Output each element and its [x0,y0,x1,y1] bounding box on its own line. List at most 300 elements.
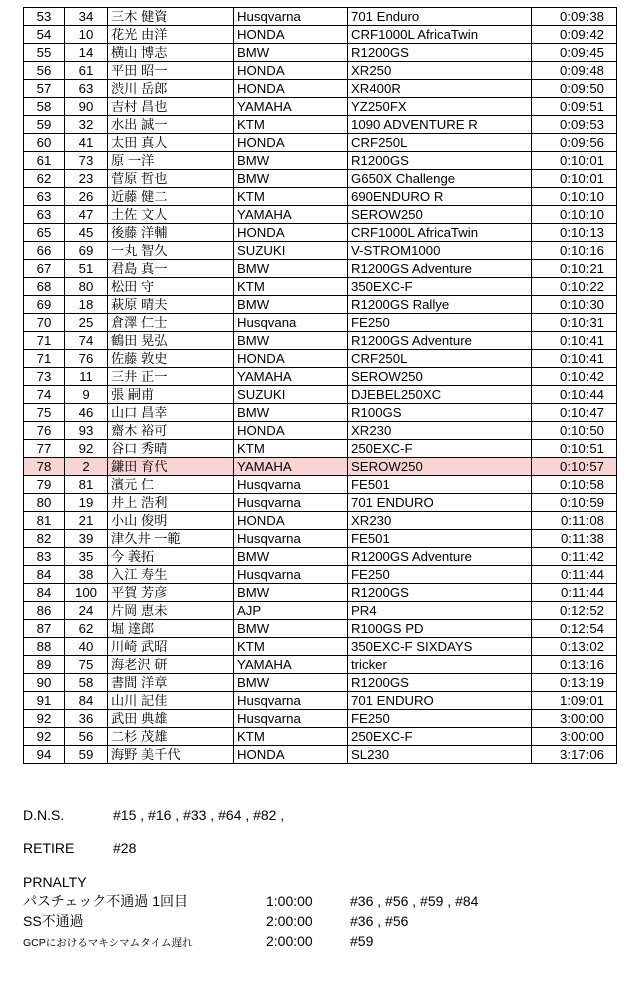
rank-cell: 88 [24,638,65,656]
time-cell: 0:09:48 [532,62,617,80]
rank-cell: 55 [24,44,65,62]
maker-cell: Husqvarna [234,476,348,494]
number-cell: 45 [65,224,108,242]
model-cell: 701 Enduro [348,8,532,26]
table-row [24,692,617,710]
maker-cell: BMW [234,170,348,188]
model-cell: R1200GS Rallye [348,296,532,314]
table-row [24,494,617,512]
rank-cell: 75 [24,404,65,422]
rider-name-cell: 太田 真人 [108,134,234,152]
number-cell: 14 [65,44,108,62]
maker-cell: KTM [234,278,348,296]
time-cell: 0:09:42 [532,26,617,44]
table-row [24,116,617,134]
rank-cell: 84 [24,566,65,584]
maker-cell: YAMAHA [234,368,348,386]
maker-cell: HONDA [234,80,348,98]
time-cell: 0:10:13 [532,224,617,242]
rank-cell: 78 [24,458,65,476]
rider-name-cell: 平田 昭一 [108,62,234,80]
penalty-time: 2:00:00 [266,933,313,949]
time-cell: 0:12:54 [532,620,617,638]
number-cell: 40 [65,638,108,656]
model-cell: FE501 [348,530,532,548]
rank-cell: 53 [24,8,65,26]
number-cell: 92 [65,440,108,458]
number-cell: 62 [65,620,108,638]
rider-name-cell: 入江 寿生 [108,566,234,584]
table-row [24,62,617,80]
maker-cell: YAMAHA [234,206,348,224]
rider-name-cell: 井上 浩利 [108,494,234,512]
penalty-numbers: #59 [350,933,374,949]
table-row [24,98,617,116]
rank-cell: 60 [24,134,65,152]
table-row [24,674,617,692]
table-row [24,656,617,674]
maker-cell: BMW [234,152,348,170]
time-cell: 0:10:22 [532,278,617,296]
table-row [24,602,617,620]
retire-line [23,839,137,857]
model-cell: FE250 [348,314,532,332]
dns-label: D.N.S. [23,807,65,823]
time-cell: 0:09:51 [532,98,617,116]
number-cell: 61 [65,62,108,80]
rank-cell: 63 [24,188,65,206]
table-row [24,620,617,638]
table-row [24,404,617,422]
penalty-row [23,932,616,952]
penalty-row [23,912,616,932]
number-cell: 34 [65,8,108,26]
maker-cell: BMW [234,674,348,692]
model-cell: XR400R [348,80,532,98]
model-cell: 250EXC-F [348,728,532,746]
rank-cell: 83 [24,548,65,566]
time-cell: 0:10:41 [532,332,617,350]
time-cell: 0:10:01 [532,152,617,170]
penalty-time: 2:00:00 [266,913,313,929]
number-cell: 69 [65,242,108,260]
rider-name-cell: 菅原 哲也 [108,170,234,188]
rider-name-cell: 武田 典雄 [108,710,234,728]
rank-cell: 84 [24,584,65,602]
number-cell: 100 [65,584,108,602]
rider-name-cell: 津久井 一範 [108,530,234,548]
maker-cell: BMW [234,260,348,278]
rank-cell: 70 [24,314,65,332]
table-row [24,314,617,332]
model-cell: XR250 [348,62,532,80]
time-cell: 0:12:52 [532,602,617,620]
maker-cell: Husqvarna [234,566,348,584]
rider-name-cell: 鶴田 晃弘 [108,332,234,350]
model-cell: XR230 [348,512,532,530]
model-cell: SEROW250 [348,368,532,386]
rider-name-cell: 山口 昌幸 [108,404,234,422]
table-row [24,638,617,656]
rider-name-cell: 海老沢 研 [108,656,234,674]
penalty-numbers: #36 , #56 , #59 , #84 [350,893,479,909]
time-cell: 0:09:50 [532,80,617,98]
time-cell: 0:10:16 [532,242,617,260]
table-row [24,386,617,404]
time-cell: 0:11:44 [532,566,617,584]
rider-name-cell: 土佐 文人 [108,206,234,224]
model-cell: FE250 [348,710,532,728]
number-cell: 74 [65,332,108,350]
rider-name-cell: 谷口 秀晴 [108,440,234,458]
table-row [24,242,617,260]
number-cell: 35 [65,548,108,566]
rank-cell: 71 [24,332,65,350]
rider-name-cell: 松田 守 [108,278,234,296]
time-cell: 3:00:00 [532,710,617,728]
number-cell: 9 [65,386,108,404]
rider-name-cell: 小山 俊明 [108,512,234,530]
rider-name-cell: 山川 記佳 [108,692,234,710]
rider-name-cell: 片岡 恵未 [108,602,234,620]
time-cell: 0:10:57 [532,458,617,476]
time-cell: 0:10:10 [532,188,617,206]
rank-cell: 65 [24,224,65,242]
model-cell: FE501 [348,476,532,494]
time-cell: 0:10:44 [532,386,617,404]
number-cell: 76 [65,350,108,368]
model-cell: CRF250L [348,350,532,368]
retire-numbers: #28 [113,840,137,856]
number-cell: 23 [65,170,108,188]
rider-name-cell: 堀 達郎 [108,620,234,638]
table-row [24,80,617,98]
rank-cell: 62 [24,170,65,188]
time-cell: 0:10:47 [532,404,617,422]
results-table [23,7,617,764]
model-cell: R100GS PD [348,620,532,638]
number-cell: 84 [65,692,108,710]
model-cell: 1090 ADVENTURE R [348,116,532,134]
rider-name-cell: 鎌田 育代 [108,458,234,476]
rank-cell: 87 [24,620,65,638]
maker-cell: Husqvana [234,314,348,332]
model-cell: FE250 [348,566,532,584]
rider-name-cell: 齋木 裕可 [108,422,234,440]
table-row [24,728,617,746]
model-cell: PR4 [348,602,532,620]
rider-name-cell: 近藤 健二 [108,188,234,206]
maker-cell: KTM [234,728,348,746]
model-cell: R1200GS Adventure [348,260,532,278]
maker-cell: HONDA [234,746,348,764]
penalty-row [23,892,616,912]
maker-cell: Husqvarna [234,8,348,26]
time-cell: 0:09:45 [532,44,617,62]
rider-name-cell: 三木 健資 [108,8,234,26]
table-row [24,350,617,368]
number-cell: 41 [65,134,108,152]
rank-cell: 54 [24,26,65,44]
rider-name-cell: 今 義拓 [108,548,234,566]
table-row [24,368,617,386]
table-row [24,332,617,350]
maker-cell: BMW [234,404,348,422]
maker-cell: YAMAHA [234,656,348,674]
rank-cell: 59 [24,116,65,134]
maker-cell: BMW [234,548,348,566]
retire-label: RETIRE [23,840,75,856]
time-cell: 0:09:56 [532,134,617,152]
rank-cell: 69 [24,296,65,314]
model-cell: SEROW250 [348,206,532,224]
number-cell: 80 [65,278,108,296]
model-cell: XR230 [348,422,532,440]
time-cell: 0:13:02 [532,638,617,656]
table-row [24,512,617,530]
table-row [24,548,617,566]
maker-cell: SUZUKI [234,242,348,260]
number-cell: 58 [65,674,108,692]
rider-name-cell: 川崎 武昭 [108,638,234,656]
maker-cell: YAMAHA [234,458,348,476]
table-row [24,530,617,548]
rank-cell: 86 [24,602,65,620]
table-row [24,206,617,224]
maker-cell: HONDA [234,350,348,368]
rank-cell: 82 [24,530,65,548]
model-cell: SEROW250 [348,458,532,476]
rank-cell: 71 [24,350,65,368]
rank-cell: 76 [24,422,65,440]
penalty-numbers: #36 , #56 [350,913,409,929]
rider-name-cell: 君島 真一 [108,260,234,278]
table-row [24,710,617,728]
time-cell: 0:10:42 [532,368,617,386]
maker-cell: KTM [234,440,348,458]
number-cell: 59 [65,746,108,764]
table-row [24,476,617,494]
maker-cell: HONDA [234,224,348,242]
time-cell: 0:10:41 [532,350,617,368]
model-cell: R1200GS [348,674,532,692]
rank-cell: 90 [24,674,65,692]
table-row [24,152,617,170]
number-cell: 21 [65,512,108,530]
model-cell: R1200GS [348,152,532,170]
number-cell: 2 [65,458,108,476]
table-row [24,260,617,278]
maker-cell: Husqvarna [234,530,348,548]
rider-name-cell: 原 一洋 [108,152,234,170]
time-cell: 0:09:53 [532,116,617,134]
time-cell: 0:10:58 [532,476,617,494]
rank-cell: 94 [24,746,65,764]
time-cell: 0:10:31 [532,314,617,332]
rank-cell: 89 [24,656,65,674]
rank-cell: 92 [24,728,65,746]
time-cell: 0:10:50 [532,422,617,440]
model-cell: 701 ENDURO [348,494,532,512]
maker-cell: SUZUKI [234,386,348,404]
penalty-label: GCPにおけるマキシマムタイム遅れ [23,937,193,949]
penalty-title: PRNALTY [23,874,87,890]
maker-cell: KTM [234,116,348,134]
rank-cell: 77 [24,440,65,458]
table-row [24,566,617,584]
model-cell: CRF1000L AfricaTwin [348,224,532,242]
maker-cell: HONDA [234,26,348,44]
time-cell: 1:09:01 [532,692,617,710]
table-row [24,134,617,152]
number-cell: 73 [65,152,108,170]
rider-name-cell: 佐藤 敦史 [108,350,234,368]
model-cell: R1200GS [348,44,532,62]
maker-cell: Husqvarna [234,494,348,512]
time-cell: 0:10:30 [532,296,617,314]
dns-numbers: #15 , #16 , #33 , #64 , #82 , [113,807,285,823]
model-cell: R1200GS Adventure [348,548,532,566]
number-cell: 25 [65,314,108,332]
maker-cell: HONDA [234,422,348,440]
time-cell: 0:13:19 [532,674,617,692]
rider-name-cell: 書間 洋章 [108,674,234,692]
rank-cell: 57 [24,80,65,98]
table-row [24,8,617,26]
rank-cell: 56 [24,62,65,80]
number-cell: 39 [65,530,108,548]
number-cell: 81 [65,476,108,494]
time-cell: 0:10:51 [532,440,617,458]
rank-cell: 73 [24,368,65,386]
maker-cell: BMW [234,44,348,62]
time-cell: 0:10:21 [532,260,617,278]
penalty-label: パスチェック不通過 1回目 [23,893,188,909]
number-cell: 93 [65,422,108,440]
time-cell: 0:10:01 [532,170,617,188]
number-cell: 24 [65,602,108,620]
table-row [24,224,617,242]
maker-cell: YAMAHA [234,98,348,116]
table-row [24,422,617,440]
rider-name-cell: 渋川 岳郎 [108,80,234,98]
number-cell: 11 [65,368,108,386]
rank-cell: 63 [24,206,65,224]
rank-cell: 58 [24,98,65,116]
model-cell: CRF1000L AfricaTwin [348,26,532,44]
model-cell: CRF250L [348,134,532,152]
number-cell: 46 [65,404,108,422]
rider-name-cell: 濱元 仁 [108,476,234,494]
maker-cell: BMW [234,296,348,314]
maker-cell: Husqvarna [234,692,348,710]
model-cell: 690ENDURO R [348,188,532,206]
rider-name-cell: 平賀 芳彦 [108,584,234,602]
table-row [24,746,617,764]
time-cell: 3:17:06 [532,746,617,764]
model-cell: R1200GS Adventure [348,332,532,350]
maker-cell: BMW [234,584,348,602]
model-cell: V-STROM1000 [348,242,532,260]
time-cell: 0:11:44 [532,584,617,602]
model-cell: R1200GS [348,584,532,602]
number-cell: 32 [65,116,108,134]
number-cell: 63 [65,80,108,98]
penalty-label: SS不通過 [23,913,84,929]
maker-cell: HONDA [234,62,348,80]
rider-name-cell: 花光 由洋 [108,26,234,44]
table-row [24,296,617,314]
rank-cell: 81 [24,512,65,530]
time-cell: 0:11:08 [532,512,617,530]
rider-name-cell: 三井 正一 [108,368,234,386]
rider-name-cell: 二杉 茂雄 [108,728,234,746]
table-row [24,278,617,296]
rank-cell: 66 [24,242,65,260]
time-cell: 3:00:00 [532,728,617,746]
number-cell: 38 [65,566,108,584]
table-row [24,44,617,62]
maker-cell: HONDA [234,134,348,152]
number-cell: 90 [65,98,108,116]
time-cell: 0:11:38 [532,530,617,548]
model-cell: 701 ENDURO [348,692,532,710]
time-cell: 0:10:59 [532,494,617,512]
rider-name-cell: 一丸 智久 [108,242,234,260]
rank-cell: 74 [24,386,65,404]
table-row [24,188,617,206]
rank-cell: 79 [24,476,65,494]
time-cell: 0:09:38 [532,8,617,26]
model-cell: tricker [348,656,532,674]
table-row [24,584,617,602]
rank-cell: 67 [24,260,65,278]
maker-cell: HONDA [234,512,348,530]
table-row [24,26,617,44]
rider-name-cell: 水出 誠一 [108,116,234,134]
rank-cell: 92 [24,710,65,728]
model-cell: YZ250FX [348,98,532,116]
rider-name-cell: 横山 博志 [108,44,234,62]
model-cell: G650X Challenge [348,170,532,188]
time-cell: 0:13:16 [532,656,617,674]
number-cell: 10 [65,26,108,44]
number-cell: 18 [65,296,108,314]
rank-cell: 68 [24,278,65,296]
table-row [24,170,617,188]
maker-cell: Husqvarna [234,710,348,728]
table-row [24,440,617,458]
maker-cell: KTM [234,188,348,206]
maker-cell: AJP [234,602,348,620]
model-cell: 350EXC-F SIXDAYS [348,638,532,656]
number-cell: 19 [65,494,108,512]
time-cell: 0:11:42 [532,548,617,566]
number-cell: 47 [65,206,108,224]
maker-cell: KTM [234,638,348,656]
rank-cell: 91 [24,692,65,710]
model-cell: 250EXC-F [348,440,532,458]
rank-cell: 61 [24,152,65,170]
rider-name-cell: 倉澤 仁士 [108,314,234,332]
penalty-time: 1:00:00 [266,893,313,909]
results-body [24,8,617,764]
number-cell: 26 [65,188,108,206]
number-cell: 75 [65,656,108,674]
maker-cell: BMW [234,620,348,638]
rider-name-cell: 吉村 昌也 [108,98,234,116]
model-cell: SL230 [348,746,532,764]
